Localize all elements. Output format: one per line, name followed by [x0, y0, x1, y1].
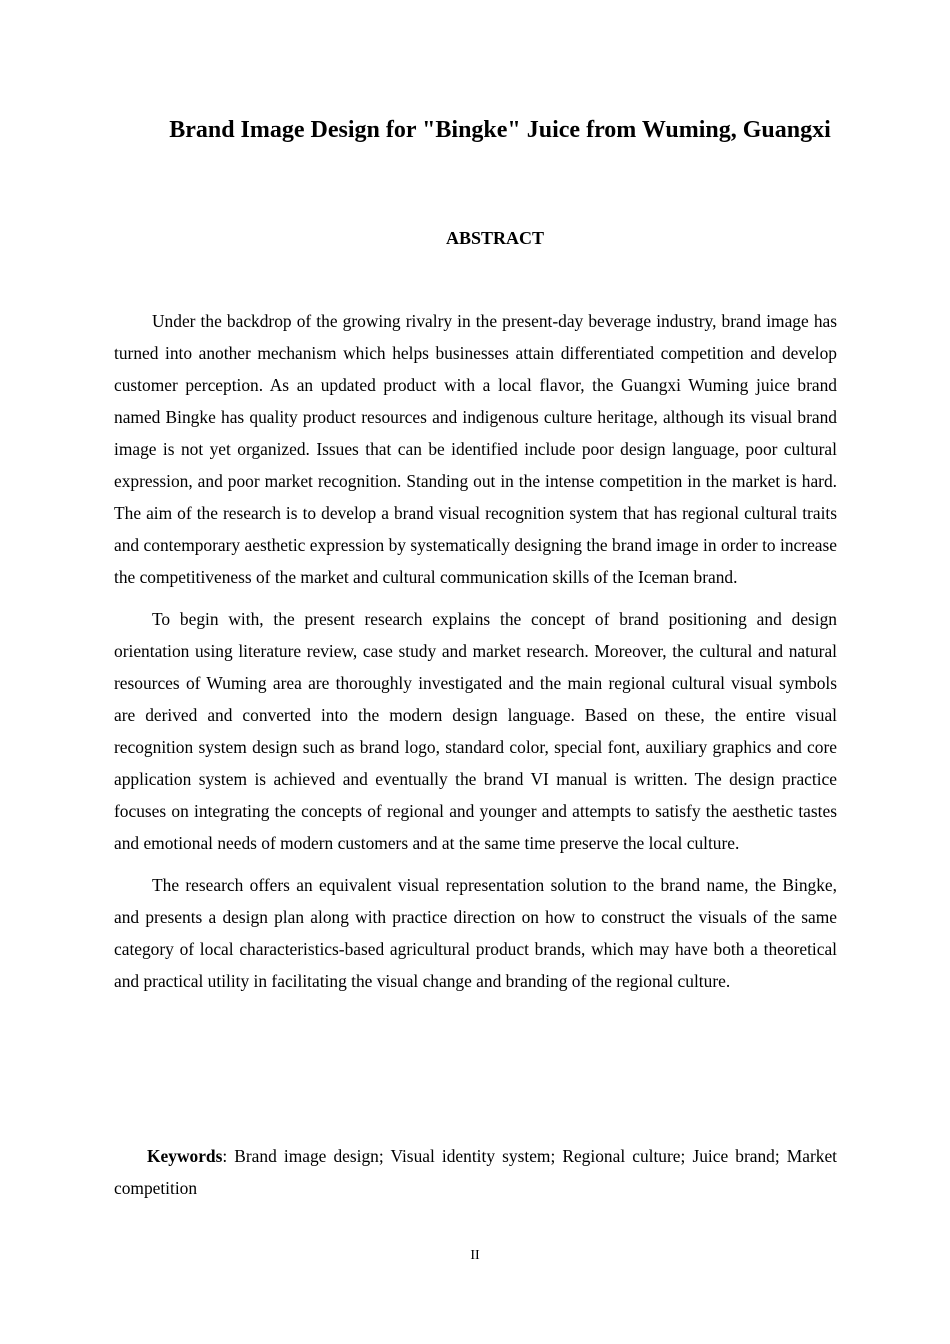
abstract-heading: ABSTRACT [445, 228, 545, 248]
abstract-paragraph-3: The research offers an equivalent visual representation solution to the brand name, the Bingke, and presents a design plan along with practice direction on how to construct the visuals of the same category of local characteristics-based agricultural product brands, which may have both a theoretical and practical utility in facilitating the visual change and branding of the regional culture. [114, 875, 837, 991]
abstract-paragraph-1: Under the backdrop of the growing rivalry in the present-day beverage industry, brand image has turned into another mechanism which helps businesses attain differentiated competition and develop customer perception. As an updated product with a local flavor, the Guangxi Wuming juice brand named Bingke has quality product resources and indigenous culture heritage, although its visual brand image is not yet organized. Issues that can be identified include poor design language, poor cultural expression, and poor market recognition. Standing out in the intense competition in the market is hard. The aim of the research is to develop a brand visual recognition system that has regional cultural traits and contemporary aesthetic expression by systematically designing the brand image in order to increase the competitiveness of the market and cultural communication skills of the Iceman brand. [114, 311, 837, 587]
document-title: Brand Image Design for "Bingke" Juice from Wuming, Guangxi [169, 117, 831, 143]
abstract-body [114, 305, 837, 1007]
keywords-list: : Brand image design; Visual identity system; Regional culture; Juice brand; Market competition [114, 1146, 837, 1198]
page-number: II [470, 1248, 480, 1263]
abstract-paragraph-2: To begin with, the present research explains the concept of brand positioning and design orientation using literature review, case study and market research. Moreover, the cultural and natural resources of Wuming area are thoroughly investigated and the main regional cultural visual symbols are derived and converted into the modern design language. Based on these, the entire visual recognition system design such as brand logo, standard color, special font, auxiliary graphics and core application system is achieved and eventually the brand VI manual is written. The design practice focuses on integrating the concepts of regional and younger and attempts to satisfy the aesthetic tastes and emotional needs of modern customers and at the same time preserve the local culture. [114, 609, 837, 853]
keywords-label: Keywords [147, 1146, 223, 1166]
keywords-line [114, 1140, 837, 1204]
